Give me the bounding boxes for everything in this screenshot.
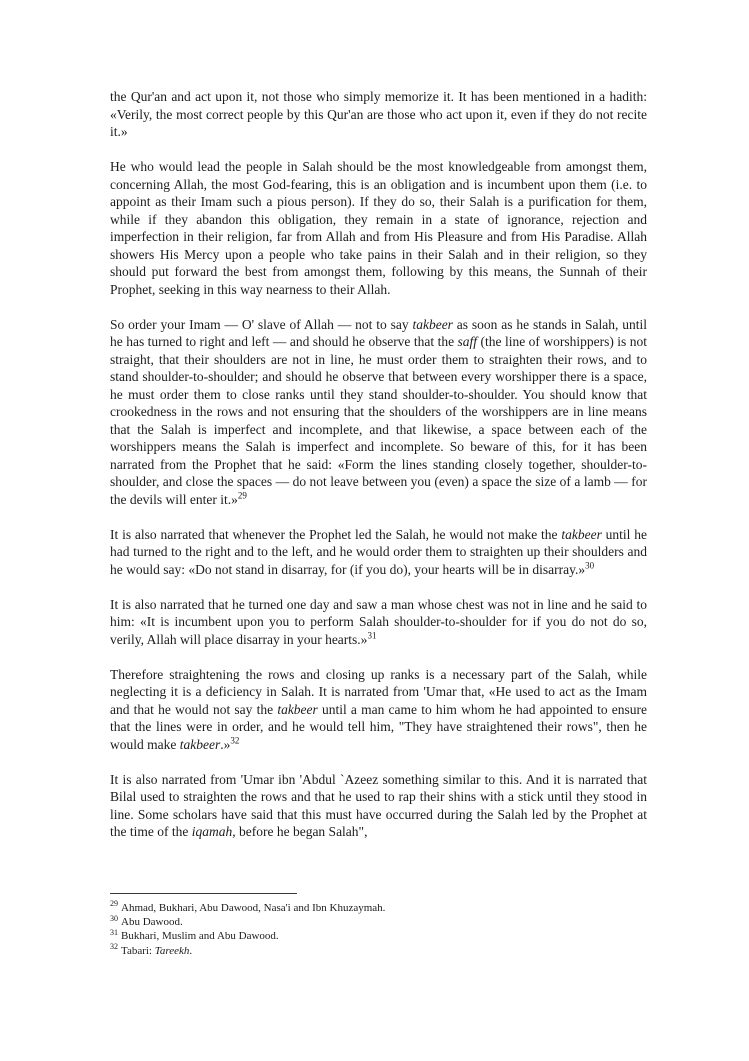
italic-text: Tareekh <box>154 944 190 957</box>
footnote-ref: 32 <box>230 735 240 745</box>
text-segment: until he had turned to the right and to the left, and he would order them to straighten up their shoulders and he would say: «Do not stand in disarray, for (if you do), your hearts will be in disarray.» <box>110 526 647 577</box>
text-segment: Abu Dawood. <box>121 916 183 929</box>
paragraph <box>110 526 647 579</box>
footnotes-section <box>110 893 647 958</box>
footnote <box>110 901 647 915</box>
footnote-ref: 29 <box>237 490 247 500</box>
text-segment: It is also narrated that he turned one day and saw a man whose chest was not in line and he said to him: «It is incumbent upon you to perform Salah shoulder-to-shoulder for if you do not do so, verily, Allah will place disarray in your hearts.» <box>110 596 647 647</box>
paragraph <box>110 666 647 754</box>
text-segment: Bukhari, Muslim and Abu Dawood. <box>121 930 279 943</box>
text-segment: as soon as he stands in Salah, until he has turned to right and left — and should he observe that the <box>110 316 648 349</box>
text-segment: until a man came to him whom he had appointed to ensure that the lines were in order, and he would tell him, "They have straightened their rows", then he would make <box>110 701 648 752</box>
footnote <box>110 915 647 929</box>
text-segment: .» <box>220 736 231 752</box>
footnote-ref: 31 <box>367 630 377 640</box>
text-segment: , before he began Salah", <box>232 824 368 839</box>
text-segment: Ahmad, Bukhari, Abu Dawood, Nasa'i and Ibn Khuzaymah. <box>121 902 386 914</box>
footnote-number: 30 <box>110 913 118 923</box>
text-segment: It is also narrated from 'Umar ibn 'Abdul `Azeez something similar to this. And it is narrated that Bilal used to straighten the rows and that he used to rap their shins with a stick until they stood in line. Some scholars have said that this must have occurred during the Salah led by the Prophet at the time of the <box>110 771 647 839</box>
paragraph <box>110 596 647 649</box>
italic-text: iqamah <box>191 824 233 839</box>
footnote-number: 31 <box>110 927 118 937</box>
italic-text: takbeer <box>561 526 602 542</box>
text-segment: . <box>189 944 193 957</box>
italic-text: takbeer <box>179 736 221 752</box>
text-segment: It is also narrated that whenever the Prophet led the Salah, he would not make the <box>110 526 562 542</box>
body-text <box>110 88 647 858</box>
text-segment: Tabari: <box>121 944 155 957</box>
footnote-separator <box>110 893 297 894</box>
italic-text: takbeer <box>277 701 318 717</box>
footnote <box>110 941 647 958</box>
footnote-ref: 30 <box>585 560 595 570</box>
paragraph <box>110 158 647 298</box>
footnote-number: 29 <box>110 899 118 909</box>
paragraph <box>110 88 647 141</box>
text-segment: He who would lead the people in Salah should be the most knowledgeable from amongst them, concerning Allah, the most God-fearing, this is an obligation and is incumbent upon them (i.e. to appoint as their Imam such a pious person). If they do so, their Salah is a purification for them, while if they abandon this obligation, they remain in a state of ignorance, rejection and imperfection in their religion, far from Allah and from His Pleasure and from His Paradise. Allah showers His Mercy upon a people who take pains in their Salah and in their religion, so they should put forward the best from amongst them, following by this means, the Sunnah of their Prophet, seeking in this way nearness to their Allah. <box>110 159 647 297</box>
text-segment: (the line of worshippers) is not straight, that their shoulders are not in line, he must order them to straighten their rows, and to stand shoulder-to-shoulder; and should he observe that between every worshipper there is a space, he must order them to close ranks until they stand shoulder-to-shoulder. You should know that crookedness in the rows and not ensuring that the shoulders of the worshippers are in line means that the Salah is imperfect and incomplete, and that likewise, a space between each of the worshippers means the Salah is imperfect and incomplete. So beware of this, for it has been narrated from the Prophet that he said: «Form the lines standing closely together, shoulder-to-shoulder, and close the spaces — do not leave between you (even) a space the size of a lamb — for the devils will enter it.» <box>110 334 647 507</box>
paragraph <box>110 771 647 841</box>
italic-text: takbeer <box>412 316 453 332</box>
italic-text: saff <box>457 334 478 349</box>
footnote-number: 32 <box>110 941 118 951</box>
footnote <box>110 929 647 943</box>
text-segment: So order your Imam — O' slave of Allah — not to say <box>110 316 413 332</box>
text-segment: the Qur'an and act upon it, not those who simply memorize it. It has been mentioned in a hadith: «Verily, the most correct people by this Qur'an are those who act upon it, even if they do not recite it.» <box>110 89 647 139</box>
footnote-list <box>110 901 647 958</box>
paragraph <box>110 316 647 509</box>
text-segment: Therefore straightening the rows and closing up ranks is a necessary part of the Salah, while neglecting it is a deficiency in Salah. It is narrated from 'Umar that, «He used to act as the Imam and that he would not say the <box>110 666 647 717</box>
